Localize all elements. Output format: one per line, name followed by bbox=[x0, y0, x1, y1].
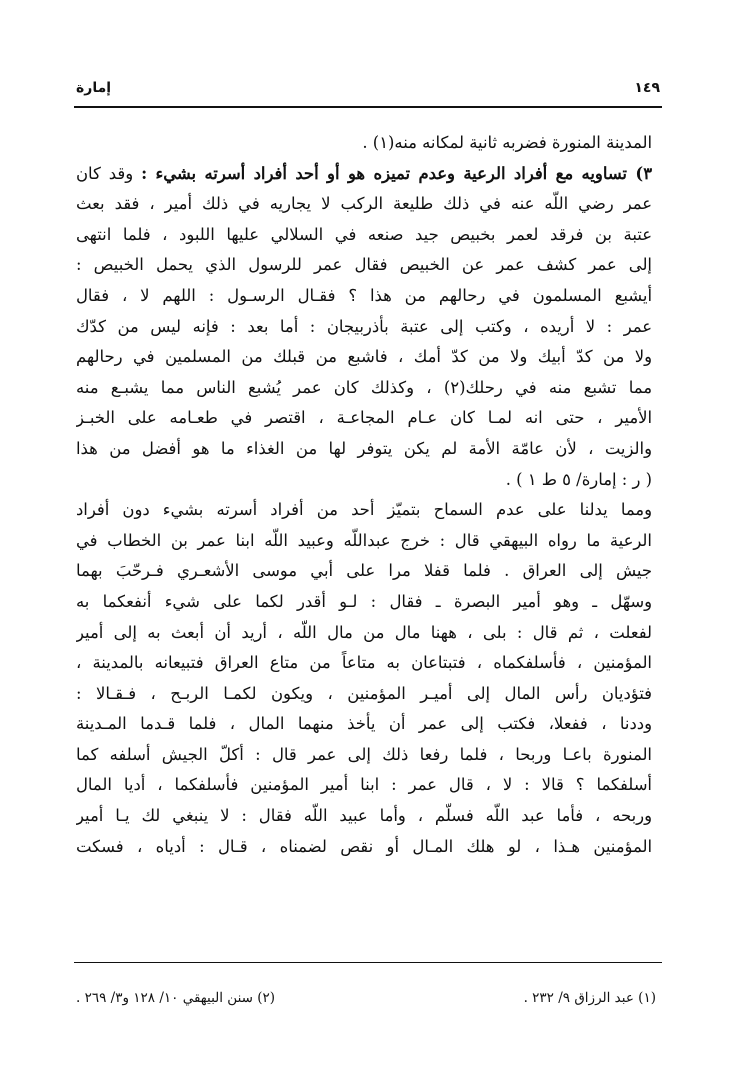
text-line: أسلفكما ؟ قالا : لا ، قال عمر : ابنا أمير المؤمنين فأسلفكما ، أديا المال bbox=[76, 775, 652, 795]
text-line: وددنا ، ففعلا، فكتب إلى عمر أن يأخذ منهما المال ، فلما قـدما المـدينة bbox=[76, 714, 652, 734]
text-line: وسهّل ـ وهو أمير البصرة ـ فقال : لـو أقدر لكما على شيء أنفعكما به bbox=[76, 591, 652, 611]
text-line: لفعلت ، ثم قال : بلى ، ههنا مال من مال اللّه ، أريد أن أبعث به إلى أمير bbox=[76, 622, 652, 642]
section-title: إمارة bbox=[76, 80, 112, 96]
text-line: المؤمنين ، فأسلفكماه ، فتبتاعان به متاعاً من متاع العراق فتبيعانه بالمدينة ، bbox=[76, 653, 652, 673]
footnote-rule bbox=[74, 962, 662, 963]
text-line: جيش إلى العراق . فلما قفلا مرا على أبي موسى الأشعـري فـرحّبَ بهما bbox=[76, 561, 652, 581]
text-line: عتبة بن فرقد لعمر بخبيص جيد صنعه في السلالي عليها اللبود ، فلما انتهى bbox=[76, 224, 652, 244]
running-head bbox=[76, 80, 660, 102]
point-3-heading: ٣) تساويه مع أفراد الرعية وعدم تميزه هو أو أحد أفراد أسرته بشيء : bbox=[141, 163, 652, 183]
footnotes bbox=[76, 986, 656, 1010]
text-line: ومما يدلنا على عدم السماح بتميّز أحد من أفراد أسرته بشيء دون أفراد bbox=[76, 500, 652, 520]
header-rule bbox=[74, 106, 662, 108]
text-line: الأمير ، حتى انه لمـا كان عـام المجاعـة ، اقتصر في طعـامه على الخبـز bbox=[76, 408, 652, 428]
text-line: عمر رضي اللّه عنه في ذلك طليعة الركب لا يجاريه في ذلك أمير ، فقد بعث bbox=[76, 194, 652, 214]
reference-line: ( ر : إمارة/ ٥ ط ١ ) . bbox=[505, 469, 652, 489]
text-line: المنورة باعـا وربحا ، فلما رفعا ذلك إلى عمر قال : أكلّ الجيش أسلفه كما bbox=[76, 744, 652, 764]
text-line: مما تشبع منه في رحلك(٢) ، وكذلك كان عمر يُشبع الناس مما يشبـع منه bbox=[76, 377, 652, 397]
footnote-1: (١) عبد الرزاق ٩/ ٢٣٢ . bbox=[523, 990, 656, 1006]
text-line: وربحه ، فأما عبد اللّه فسلّم ، وأما عبيد اللّه فقال : لا ينبغي لك يـا أمير bbox=[76, 806, 652, 826]
page-number: ١٤٩ bbox=[634, 80, 660, 96]
point-3-text: وقد كان bbox=[76, 163, 134, 183]
point-3-line bbox=[76, 159, 652, 190]
text-line: المدينة المنورة فضربه ثانية لمكانه منه(١) . bbox=[362, 133, 652, 152]
text-line: عمر : لا أريده ، وكتب إلى عتبة بأذربيجان : أما بعد : فإنه ليس من كدّك bbox=[76, 316, 652, 336]
text-line: المؤمنين هـذا ، لو هلك المـال أو نقص لضمناه ، قـال : أدياه ، فسكت bbox=[76, 836, 652, 856]
text-line: ولا من كدّ أبيك ولا من كدّ أمك ، فاشبع من قبلك من المسلمين في رحالهم bbox=[76, 347, 652, 367]
text-line: أيشبع المسلمون في رحالهم من هذا ؟ فقـال الرسـول : اللهم لا ، فقال bbox=[76, 285, 652, 305]
text-line: فتؤديان رأس المال إلى أميـر المؤمنين ، ويكون لكمـا الربـح ، فـقـالا : bbox=[76, 683, 652, 703]
body-text bbox=[76, 128, 652, 862]
text-line: إلى عمر كشف عمر عن الخبيص فقال عمر للرسول الذي يحمل الخبيص : bbox=[76, 255, 652, 275]
footnote-2: (٢) سنن البيهقي ١٠/ ١٢٨ و٣/ ٢٦٩ . bbox=[76, 990, 276, 1006]
text-line: والزيت ، لأن عامّة الأمة لم يكن يتوفر لها من الغذاء ما هو أفضل من هذا bbox=[76, 438, 652, 458]
text-line: الرعية ما رواه البيهقي قال : خرج عبداللّه وعبيد اللّه ابنا عمر بن الخطاب في bbox=[76, 530, 652, 550]
